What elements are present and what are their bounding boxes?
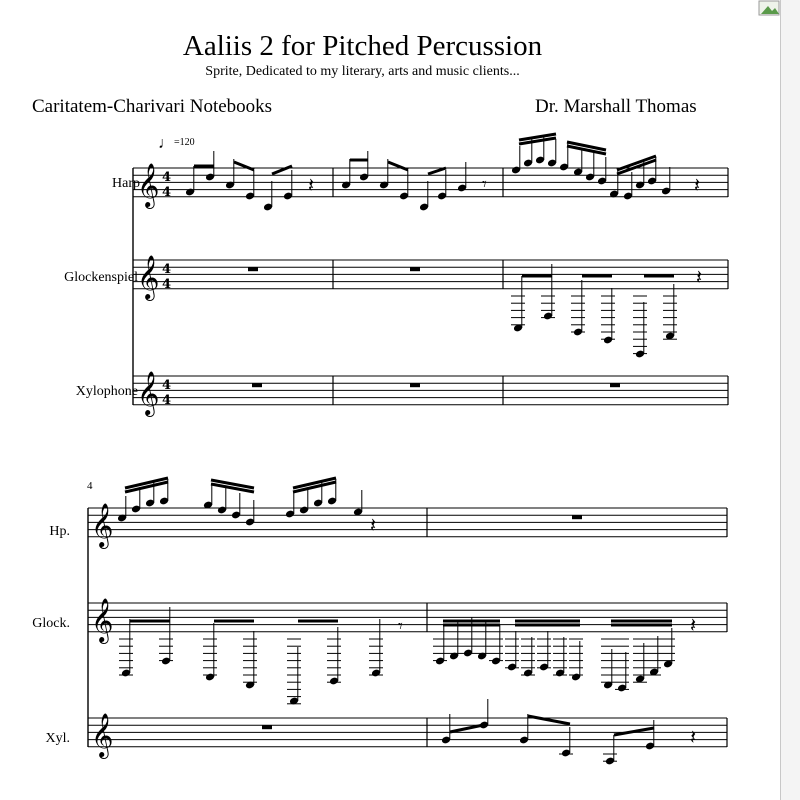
quarter-rest: 𝄽 <box>308 173 315 197</box>
rests <box>248 173 702 749</box>
score-subtitle: Sprite, Dedicated to my literary, arts and music clients... <box>205 64 520 79</box>
eighth-rest: 𝄾 <box>398 616 403 637</box>
time-signature-top: 4 <box>162 170 172 185</box>
treble-clef-icon: 𝄞 <box>91 713 114 757</box>
whole-rest <box>262 725 272 729</box>
composer-credit: Dr. Marshall Thomas <box>535 96 697 117</box>
tempo-value: =120 <box>174 137 195 148</box>
beam <box>428 168 446 174</box>
quarter-rest: 𝄽 <box>694 173 701 197</box>
time-signature-bottom: 4 <box>162 277 172 292</box>
treble-clef-icon: 𝄞 <box>137 255 160 299</box>
whole-rest <box>252 383 262 387</box>
time-signature-bottom: 4 <box>162 393 172 408</box>
whole-rest <box>410 383 420 387</box>
beam <box>234 162 254 170</box>
note-heads <box>117 136 675 765</box>
quarter-note-icon: ♩ <box>158 135 174 152</box>
quarter-rest: 𝄽 <box>696 265 703 289</box>
scrollbar-track[interactable] <box>781 0 800 800</box>
treble-clef-icon: 𝄞 <box>91 598 114 642</box>
instrument-label-glockenspiel: Glockenspiel <box>64 270 138 285</box>
time-signature-bottom: 4 <box>162 185 172 200</box>
image-icon[interactable] <box>757 0 783 16</box>
treble-clefs <box>91 163 171 759</box>
whole-rest <box>410 267 420 271</box>
measure-number: 4 <box>87 480 93 492</box>
instrument-label-harp: Harp <box>112 176 140 191</box>
beams <box>125 134 674 735</box>
publisher-credit: Caritatem-Charivari Notebooks <box>32 96 273 117</box>
instrument-label-glock-abbr: Glock. <box>32 616 70 631</box>
quarter-rest: 𝄽 <box>690 725 697 749</box>
beam <box>272 166 292 174</box>
time-signature-top: 4 <box>162 262 172 277</box>
treble-clef-icon: 𝄞 <box>137 371 160 415</box>
time-signature-top: 4 <box>162 378 172 393</box>
beam <box>614 728 654 735</box>
quarter-rest: 𝄽 <box>370 513 377 537</box>
beam <box>388 162 408 170</box>
eighth-rest: 𝄾 <box>482 174 487 195</box>
whole-rest <box>248 267 258 271</box>
treble-clef-icon: 𝄞 <box>91 503 114 547</box>
quarter-rest: 𝄽 <box>690 613 697 637</box>
whole-rest <box>610 383 620 387</box>
staff-lines <box>88 168 728 761</box>
treble-clef-icon: 𝄞 <box>137 163 160 207</box>
beam <box>528 716 570 724</box>
score-title: Aaliis 2 for Pitched Percussion <box>182 30 543 62</box>
instrument-label-xyl-abbr: Xyl. <box>45 731 70 746</box>
instrument-label-harp-abbr: Hp. <box>49 524 70 539</box>
whole-rest <box>572 515 582 519</box>
instrument-label-xylophone: Xylophone <box>75 384 138 399</box>
